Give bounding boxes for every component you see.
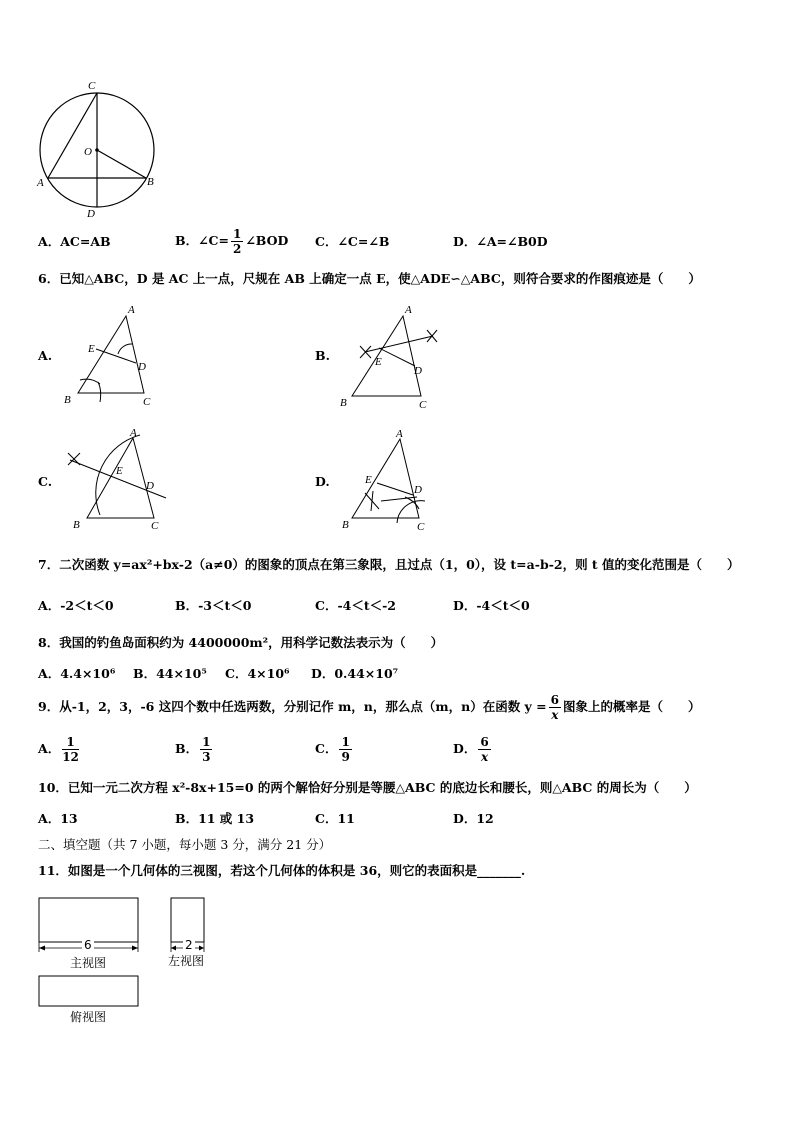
- q10-option-a[interactable]: A．13: [38, 811, 78, 826]
- circle-figure: [30, 75, 170, 225]
- q11-stem: 11．如图是一个几何体的三视图，若这个几何体的体积是 36，则它的表面积是_______.: [38, 863, 526, 878]
- svg-text:C: C: [417, 521, 425, 533]
- svg-text:B: B: [340, 397, 347, 409]
- svg-text:D: D: [138, 361, 146, 373]
- q7-option-c[interactable]: C．-4＜t＜-2: [315, 598, 396, 613]
- svg-text:E: E: [365, 474, 372, 486]
- q6-figure-a: [60, 302, 170, 412]
- q5-option-d[interactable]: D．∠A=∠B0D: [453, 234, 548, 249]
- svg-text:D: D: [414, 365, 422, 377]
- svg-text:D: D: [87, 208, 95, 220]
- q8-option-a[interactable]: A．4.4×10⁶: [38, 666, 116, 681]
- q7-option-b[interactable]: B．-3＜t＜0: [175, 598, 252, 613]
- svg-text:A: A: [405, 304, 412, 316]
- q5-option-b[interactable]: B．∠C= $\frac{1}{2}$ ∠BOD: [175, 227, 289, 256]
- svg-text:E: E: [88, 343, 95, 355]
- q10-option-c[interactable]: C．11: [315, 811, 355, 826]
- q9-option-c[interactable]: C． $\frac{1}{9}$: [315, 735, 350, 764]
- front-dim-label: 6: [84, 938, 92, 952]
- q5-option-c[interactable]: C．∠C=∠B: [315, 234, 390, 249]
- q7-option-d[interactable]: D．-4＜t＜0: [453, 598, 530, 613]
- section-heading: 二、填空题（共 7 小题，每小题 3 分，满分 21 分）: [38, 837, 332, 852]
- svg-text:B: B: [147, 176, 154, 188]
- front-view-label: 主视图: [70, 956, 107, 970]
- svg-text:B: B: [342, 519, 349, 531]
- q9-option-b[interactable]: B． $\frac{1}{3}$: [175, 735, 211, 764]
- q7-option-a[interactable]: A．-2＜t＜0: [38, 598, 114, 613]
- top-view-label: 俯视图: [70, 1010, 107, 1024]
- svg-text:C: C: [419, 399, 427, 411]
- svg-text:C: C: [88, 80, 96, 92]
- svg-text:D: D: [414, 484, 422, 496]
- svg-text:C: C: [151, 520, 159, 532]
- q8-stem: 8．我国的钓鱼岛面积约为 4400000m²，用科学记数法表示为（ ）: [38, 635, 444, 650]
- svg-text:A: A: [128, 304, 135, 316]
- svg-text:A: A: [130, 427, 137, 439]
- q8-option-b[interactable]: B．44×10⁵: [133, 666, 207, 681]
- svg-text:C: C: [143, 396, 151, 408]
- q6-option-b[interactable]: B.: [315, 348, 330, 363]
- svg-text:D: D: [146, 480, 154, 492]
- side-view-label: 左视图: [168, 954, 205, 968]
- q6-option-d[interactable]: D.: [315, 474, 330, 489]
- q10-option-d[interactable]: D．12: [453, 811, 494, 826]
- q5-option-a[interactable]: A．AC=AB: [38, 234, 111, 249]
- svg-text:A: A: [396, 428, 403, 440]
- svg-text:B: B: [73, 519, 80, 531]
- svg-text:B: B: [64, 394, 71, 406]
- q6-figure-d: [335, 425, 445, 535]
- svg-text:E: E: [116, 465, 123, 477]
- q8-option-c[interactable]: C．4×10⁶: [225, 666, 290, 681]
- q6-option-c[interactable]: C.: [38, 474, 53, 489]
- svg-text:E: E: [375, 356, 382, 368]
- q6-figure-b: [335, 302, 445, 412]
- side-dim-label: 2: [185, 938, 193, 952]
- q9-option-a[interactable]: A． $\frac{1}{12}$: [38, 735, 79, 764]
- q10-option-b[interactable]: B．11 或 13: [175, 811, 255, 826]
- q6-option-a[interactable]: A.: [38, 348, 53, 363]
- q7-stem: 7．二次函数 y=ax²+bx-2（a≠0）的图象的顶点在第三象限，且过点（1，0），设 t=a-b-2，则 t 值的变化范围是（ ）: [38, 557, 740, 572]
- q6-figure-c: [60, 425, 175, 535]
- q6-stem: 6．已知△ABC，D 是 AC 上一点，尺规在 AB 上确定一点 E，使△ADE∽△ABC，则符合要求的作图痕迹是（ ）: [38, 271, 701, 286]
- q9-option-d[interactable]: D． $\frac{6}{x}$: [453, 735, 489, 764]
- q10-stem: 10．已知一元二次方程 x²-8x+15=0 的两个解恰好分别是等腰△ABC 的底边长和腰长，则△ABC 的周长为（ ）: [38, 780, 697, 795]
- svg-text:O: O: [84, 146, 92, 158]
- svg-text:A: A: [37, 177, 44, 189]
- q8-option-d[interactable]: D．0.44×10⁷: [311, 666, 399, 681]
- q9-stem: 9．从-1，2，3，-6 这四个数中任选两数，分别记作 m，n，那么点（m，n）在函数 y = $\frac{6}{x}$ 图象上的概率是（ ）: [38, 693, 701, 722]
